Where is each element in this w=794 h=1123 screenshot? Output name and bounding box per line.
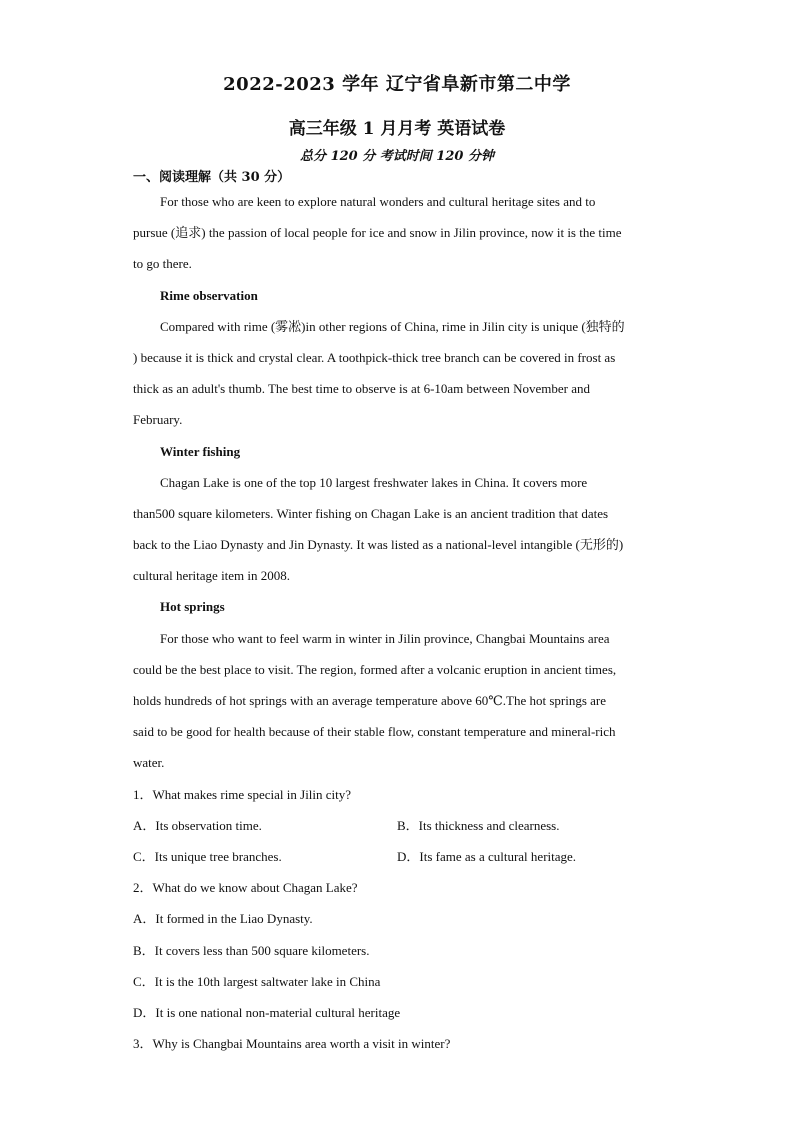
passage-line: Chagan Lake is one of the top 10 largest freshwater lakes in China. It covers more (160, 474, 588, 490)
passage-line: water. (133, 755, 165, 771)
passage-line: cultural heritage item in 2008. (133, 568, 291, 584)
subheading-fishing: Winter fishing (160, 443, 241, 459)
question-1-options-row (133, 810, 661, 841)
passage-line: than500 square kilometers. Winter fishing on Chagan Lake is an ancient tradition that dates (133, 505, 609, 521)
question-2-option-d: D．It is one national non-material cultural heritage (133, 1004, 401, 1020)
question-1-option-b: B．Its thickness and clearness. (397, 817, 560, 833)
reading-passage (133, 186, 661, 1059)
passage-line: February. (133, 412, 183, 428)
passage-line: to go there. (133, 256, 192, 272)
passage-line: Compared with rime (雾凇)in other regions of China, rime in Jilin city is unique (独特的 (160, 318, 625, 334)
exam-title: 2022-2023 学年 辽宁省阜新市第二中学 (223, 74, 571, 95)
passage-line: holds hundreds of hot springs with an average temperature above 60℃.The hot springs are (133, 693, 607, 708)
passage-line: said to be good for health because of their stable flow, constant temperature and mineral-rich (133, 724, 616, 740)
question-2-option-c: C．It is the 10th largest saltwater lake in China (133, 973, 381, 989)
passage-line: ) because it is thick and crystal clear. A toothpick-thick tree branch can be covered in frost as (133, 349, 616, 365)
passage-line: pursue (追求) the passion of local people for ice and snow in Jilin province, now it is the time (133, 225, 622, 241)
question-2-stem: 2．What do we know about Chagan Lake? (133, 880, 358, 896)
passage-line: could be the best place to visit. The region, formed after a volcanic eruption in ancient times, (133, 661, 617, 677)
passage-line: For those who want to feel warm in winter in Jilin province, Changbai Mountains area (160, 630, 610, 646)
question-2-option-b: B．It covers less than 500 square kilometers. (133, 942, 370, 958)
passage-line: thick as an adult's thumb. The best time to observe is at 6-10am between November and (133, 381, 590, 397)
question-1-option-d: D．Its fame as a cultural heritage. (397, 848, 577, 864)
question-2-option-a: A．It formed in the Liao Dynasty. (133, 911, 313, 927)
question-1-stem: 1．What makes rime special in Jilin city? (133, 786, 352, 802)
question-1-options-row (133, 841, 661, 872)
exam-info: 总分 120 分 考试时间 120 分钟 (300, 149, 494, 164)
passage-line: back to the Liao Dynasty and Jin Dynasty. It was listed as a national-level intangible (无形的) (133, 537, 624, 553)
section-heading: 一、阅读理解（共 30 分） (133, 170, 291, 185)
question-1-option-c: C．Its unique tree branches. (133, 848, 282, 864)
question-1-option-a: A．Its observation time. (133, 817, 262, 833)
exam-subtitle: 高三年级 1 月月考 英语试卷 (288, 119, 506, 139)
passage-line: For those who are keen to explore natural wonders and cultural heritage sites and to (160, 194, 596, 209)
subheading-rime: Rime observation (160, 287, 258, 303)
subheading-springs: Hot springs (160, 599, 225, 615)
question-3-stem: 3．Why is Changbai Mountains area worth a visit in winter? (133, 1036, 451, 1052)
